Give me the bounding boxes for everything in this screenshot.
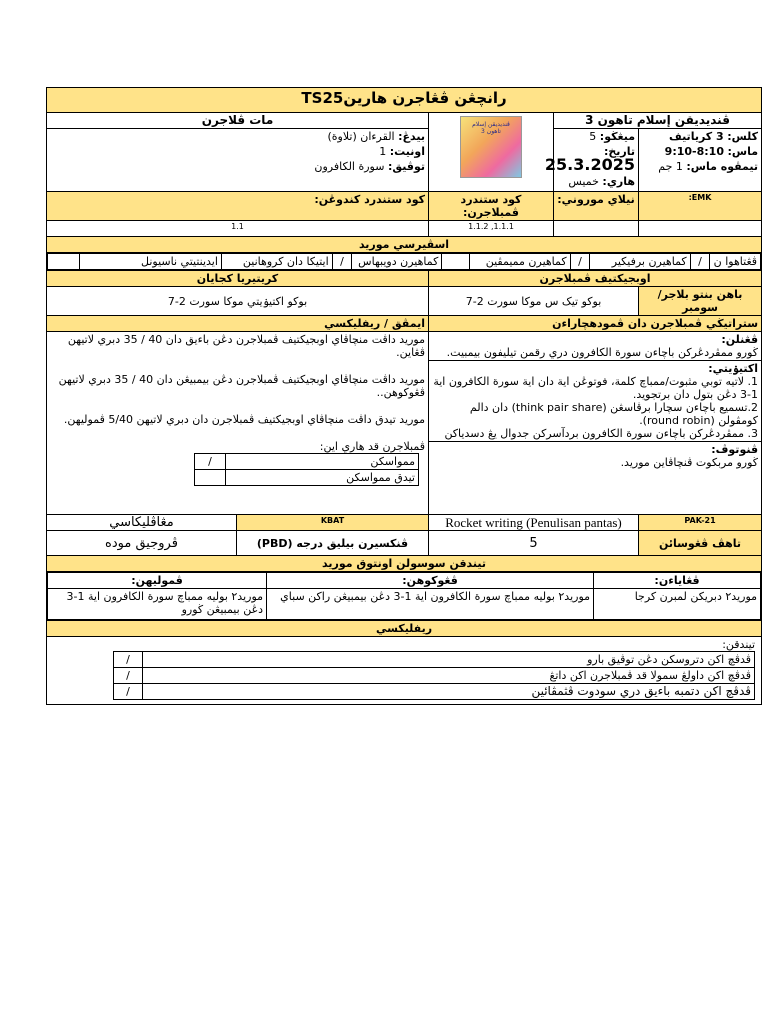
learning-standard-label: كود ستندرد ڤمبلاجرن: <box>429 192 554 221</box>
strategy-cell <box>429 332 762 515</box>
kbat-label: KBAT <box>237 515 429 531</box>
values-label: نيلاي موروني: <box>554 192 639 221</box>
objective-label: باهن بنتو بلاجر/ سومبر <box>639 287 762 316</box>
book-cover-cell <box>429 113 554 192</box>
followup-header: تيندقن سوسولن اونتوق موريد <box>47 556 762 572</box>
closing-title: ڤنوتوڤ: <box>711 443 759 456</box>
impact-header: ايمڤق / ريفليكسي <box>47 316 429 332</box>
learning-standard-value: 1.1.1, 1.1.2 <box>429 221 554 237</box>
impact-item: موريد داڤت منچاڤاي اوبجيكتيف ڤمبلاجرن دڠن بيمبيڠن دان 40 / 35 دبري لاتيهن ڤڠوكوهن.. <box>58 373 425 399</box>
book-cover-image: ڤنديديقن إسلام تاهون 3 <box>460 116 522 178</box>
reflection-header: ريفليكسي <box>47 621 762 637</box>
objective-header: اوبجيكتيف ڤمبلاجرن <box>429 271 762 287</box>
kbat-value: مڠاڤليكاسي <box>47 515 237 531</box>
emk-value <box>639 221 762 237</box>
followup-row: ڤڠاياءن: ڤڠوكوهن: ڤموليهن: موريد٢ دبريكن لمبرن كرجا موريد٢ بوليه ممباچ سورة الكافرون اية 1-3 دڠن بيمبيڠن راكن سباي موريد٢ بوليه ممباچ سورة الكافرون اية 1-3 دڠن بيمبيڠن ڬورو <box>47 572 762 621</box>
reflection-label: تيندقن: <box>722 638 756 651</box>
level-label: تاهڤ ڤڠوسائن <box>639 531 762 556</box>
objective-value: بوكو تيک س موکا سورت 2-7 <box>429 287 639 316</box>
activity-title: اکتيۏيتي: <box>708 362 759 375</box>
criteria-header: كريتيريا كجايان <box>47 271 429 287</box>
pak-code: PAK-21 <box>639 515 762 531</box>
pupil-aspiration-row: ڤڠتاهوا ن / كماهيرن برفيكير / كماهيرن مميمڤين كماهيرن دويبهاس / ايتيكا دان كروهانين ايدينتيتي ناسيونل <box>47 253 762 271</box>
pbd-label: ڤنكسيرن بيليق درجه (PBD) <box>237 531 429 556</box>
strategy-header: ستراتيڬي ڤمبلاجرن دان ڤمودهچاراءن <box>429 316 762 332</box>
emk-label: EMK: <box>639 192 762 221</box>
values-value <box>554 221 639 237</box>
impact-item: موريد داڤت منچاڤاي اوبجيكتيف ڤمبلاجرن دڠن باءيق دان 40 / 35 دبري لاتيهن ڤڠاين. <box>67 333 425 359</box>
impact-cell <box>47 332 429 515</box>
activity-item: 1. لاتيه توبي مثبوت/ممباچ كلمة، فوتوڠن اية دان اية سورة الكافرون اية 1-3 دڠن بتول دان برتجويد. <box>433 375 759 401</box>
activity-item: 2.تسميع باچاءن سچارا برڤاسڠن (think pair share) دان دالم كومڤولن (round robin). <box>469 401 759 427</box>
lesson-plan-page <box>46 87 761 705</box>
pbd-value: ڤروجيق موده <box>47 531 237 556</box>
reflection-table: ڤدڤچ اکن دتروسكن دڠن توڤيق بارو / ڤدڤچ اکن داولڠ سمولا قد ڤمبلاجرن اکن داتڠ / ڤدڤچ اکن دتمبه باءيق دري سودوت ڤثمڤائين / <box>113 651 755 700</box>
week-info: ميڠڬو: 5 تاريخ: 25.3.2025 هاري: خميس <box>554 129 639 192</box>
topic-info: بيدڠ: القرءان (تلاوة) اونيت: 1 توڤيق: سورة الكافرون <box>47 129 429 192</box>
level-value: 5 <box>429 531 639 556</box>
reflection-cell <box>47 637 762 705</box>
page-title: رانچڠن ڤڠاجرن هارينTS25 <box>47 88 762 113</box>
topic-header: مات ڤلاجرن <box>47 113 429 129</box>
induction-text: ڬورو ممڤردڠرکن باچاءن سورة الكافرون دري رقمن تيليفون بيمبيت. <box>446 346 759 359</box>
criteria-value: بوكو اكتيۏيتي موكا سورت 2-7 <box>47 287 429 316</box>
content-standard-value: 1.1 <box>47 221 429 237</box>
pupil-aspiration-header: اسڤيرسي موريد <box>47 237 762 253</box>
class-info: كلس: 3 كرياتيف ماس: 8:10-9:10 تيمڤوه ماس: 1 جم <box>639 129 762 192</box>
closing-text: ڬورو مربكوت ڤنچاڤاين موريد. <box>620 456 759 469</box>
activity-item: 3. ممڤردڠرکن باچاءن سورة الكافرون بردآسركن جدوال يڠ دسدياكن <box>444 427 759 440</box>
induction-title: ڤڠنلن: <box>721 333 759 346</box>
lesson-plan-table <box>46 87 762 705</box>
postponed-label: ڤمبلاجرن قد هاري اين: <box>319 440 425 453</box>
content-standard-label: كود ستندرد كندوڠن: <box>47 192 429 221</box>
subject-header: ڤنديديقن إسلام تاهون 3 <box>554 113 762 129</box>
postponed-table: ممواسكن / تيدق ممواسكن <box>194 453 419 486</box>
pak-value: Rocket writing (Penulisan pantas) <box>429 515 639 531</box>
impact-item: موريد تيدق داڤت منچاڤاي اوبجيكتيف ڤمبلاجرن دان دبري لاتيهن 5/40 ڤموليهن. <box>63 413 425 426</box>
